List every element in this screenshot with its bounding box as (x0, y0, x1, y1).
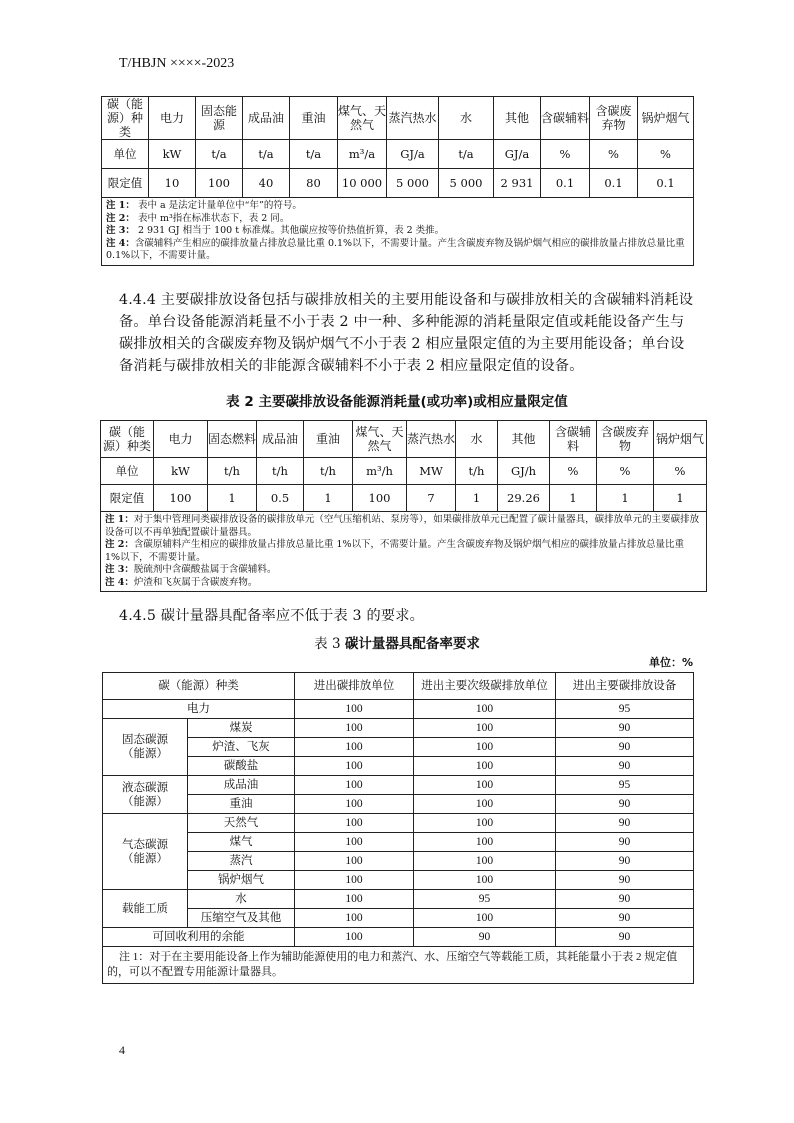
unit-cell: GJ/a (387, 140, 439, 169)
unit-cell: t/a (290, 140, 338, 169)
note-text: 含碳辅料产生相应的碳排放量占排放总量比重 0.1%以下，不需要计量。产生含碳废弃物及锅炉烟气相应的碳排放量占排放总量比重 0.1%以下，不需要计量。 (106, 237, 685, 261)
unit-cell: % (541, 140, 590, 169)
table-3-header-row (103, 673, 694, 700)
limit-cell: 100 (196, 169, 243, 198)
table-2-caption: 表 2 主要碳排放设备能源消耗量(或功率)或相应量限定值 (226, 394, 568, 410)
column-header: 水 (439, 97, 494, 140)
rate-cell: 95 (556, 700, 694, 719)
limit-cell: 5 000 (439, 169, 494, 198)
group-cell: 载能工质 (103, 890, 188, 928)
unit-cell: % (654, 458, 707, 485)
limit-cell: 1 (654, 485, 707, 512)
unit-cell: t/h (208, 458, 257, 485)
rate-cell: 90 (556, 928, 694, 947)
rate-cell: 100 (295, 814, 414, 833)
group-cell: 气态碳源（能源） (103, 814, 188, 890)
group-cell: 液态碳源（能源） (103, 776, 188, 814)
table-3-row (103, 795, 694, 814)
item-cell: 碳酸盐 (188, 757, 295, 776)
rate-cell: 100 (414, 757, 556, 776)
limit-cell: 10 (149, 169, 196, 198)
note-label: 注 3： (106, 225, 135, 236)
unit-cell: GJ/a (494, 140, 541, 169)
limit-cell: 100 (353, 485, 407, 512)
table-3-caption-prefix: 表 3 (314, 636, 345, 652)
limit-cell: 1 (304, 485, 353, 512)
table-3-row-waste-energy (103, 928, 694, 947)
rate-cell: 100 (295, 757, 414, 776)
note-label: 注 3： (105, 564, 134, 575)
column-header: 电力 (149, 97, 196, 140)
table-2-notes-row (101, 512, 707, 592)
table-3-row-electric (103, 700, 694, 719)
note-label: 注 2： (105, 539, 134, 550)
limit-cell: 0.1 (638, 169, 694, 198)
row-label: 限定值 (102, 169, 149, 198)
column-header: 电力 (154, 421, 208, 458)
column-header: 固态燃料 (208, 421, 257, 458)
table-3-row (103, 719, 694, 738)
limit-cell: 2 931 (494, 169, 541, 198)
row-label: 单位 (102, 140, 149, 169)
column-header: 含碳辅料 (541, 97, 590, 140)
table-1-limits-row (102, 169, 694, 198)
rate-cell: 100 (295, 852, 414, 871)
rate-cell: 100 (414, 852, 556, 871)
rate-cell: 100 (414, 719, 556, 738)
item-cell: 蒸汽 (188, 852, 295, 871)
column-header: 碳（能源）种类 (101, 421, 154, 458)
table-3-meter-rates (102, 672, 694, 984)
unit-cell: % (550, 458, 597, 485)
rate-cell: 100 (295, 833, 414, 852)
note-text: 表中 a 是法定计量单位中“年”的符号。 (134, 200, 302, 211)
limit-cell: 40 (243, 169, 290, 198)
group-cell: 固态碳源（能源） (103, 719, 188, 776)
note-label: 注 4： (106, 237, 135, 249)
rate-cell: 90 (414, 928, 556, 947)
rate-cell: 100 (414, 833, 556, 852)
paragraph-4-4-4: 4.4.4 主要碳排放设备包括与碳排放相关的主要用能设备和与碳排放相关的含碳辅料消耗设备。单台设备能源消耗量不小于表 2 中一种、多种能源的消耗量限定值或耗能设备产生与碳排放相关的含碳废弃物及锅炉烟气不小于表 2 相应量限定值的为主要用能设备；单台设备消耗与碳排放相关的非能源含碳辅料不小于表 2 相应量限定值的设备。 (119, 292, 694, 374)
table-3-row (103, 757, 694, 776)
table-1-notes (102, 198, 694, 266)
note-line (105, 539, 702, 564)
unit-cell: m³/a (338, 140, 387, 169)
column-header: 进出主要次级碳排放单位 (414, 673, 556, 700)
column-header: 碳（能源）种类 (103, 673, 295, 700)
note-label: 注 4： (105, 576, 134, 588)
limit-cell: 80 (290, 169, 338, 198)
note-line (105, 514, 702, 539)
rate-cell: 100 (295, 719, 414, 738)
table-3-caption (0, 632, 794, 652)
table-3-unit: 单位：% (648, 656, 693, 669)
rate-cell: 95 (556, 776, 694, 795)
rate-cell: 100 (414, 871, 556, 890)
unit-cell: kW (149, 140, 196, 169)
column-header: 锅炉烟气 (638, 97, 694, 140)
column-header: 煤气、天然气 (353, 421, 407, 458)
rate-cell: 90 (556, 871, 694, 890)
table-1-energy-limits (101, 96, 694, 266)
unit-cell: m³/h (353, 458, 407, 485)
unit-cell: kW (154, 458, 208, 485)
column-header: 进出碳排放单位 (295, 673, 414, 700)
column-header: 含碳辅料 (550, 421, 597, 458)
limit-cell: 29.26 (498, 485, 550, 512)
rate-cell: 100 (295, 890, 414, 909)
table-3-row (103, 776, 694, 795)
limit-cell: 7 (407, 485, 456, 512)
column-header: 重油 (304, 421, 353, 458)
column-header: 成品油 (257, 421, 304, 458)
note-label: 注 2： (106, 212, 135, 224)
note-label: 注 1： (106, 200, 135, 211)
unit-cell: t/h (304, 458, 353, 485)
note-line (106, 225, 689, 238)
limit-cell: 1 (456, 485, 498, 512)
limit-cell: 10 000 (338, 169, 387, 198)
note-line (105, 577, 702, 590)
note-line (105, 564, 702, 577)
unit-cell: t/h (456, 458, 498, 485)
unit-cell: % (590, 140, 638, 169)
row-label: 限定值 (101, 485, 154, 512)
table-1-units-row (102, 140, 694, 169)
note-label: 注 1： (105, 514, 134, 525)
column-header: 固态能源 (196, 97, 243, 140)
column-header: 碳（能源）种类 (102, 97, 149, 140)
rate-cell: 100 (414, 795, 556, 814)
limit-cell: 1 (550, 485, 597, 512)
rate-cell: 100 (414, 700, 556, 719)
category-cell: 电力 (103, 700, 295, 719)
limit-cell: 0.5 (257, 485, 304, 512)
table-3-note: 注 1：对于在主要用能设备上作为辅助能源使用的电力和蒸汽、水、压缩空气等载能工质，其耗能量小于表 2 规定值的，可以不配置专用能源计量器具。 (103, 947, 694, 984)
document-id: T/HBJN ××××-2023 (119, 56, 235, 71)
limit-cell: 5 000 (387, 169, 439, 198)
item-cell: 煤炭 (188, 719, 295, 738)
item-cell: 水 (188, 890, 295, 909)
unit-cell: % (597, 458, 654, 485)
table-3-caption-text: 碳计量器具配备率要求 (344, 636, 480, 652)
category-cell: 可回收利用的余能 (103, 928, 295, 947)
note-line (106, 200, 689, 213)
rate-cell: 100 (295, 795, 414, 814)
column-header: 锅炉烟气 (654, 421, 707, 458)
column-header: 重油 (290, 97, 338, 140)
column-header: 成品油 (243, 97, 290, 140)
limit-cell: 1 (208, 485, 257, 512)
note-text: 表中 m³指在标准状态下，表 2 同。 (134, 212, 290, 224)
rate-cell: 90 (556, 795, 694, 814)
rate-cell: 100 (414, 776, 556, 795)
unit-cell: t/a (243, 140, 290, 169)
rate-cell: 90 (556, 757, 694, 776)
note-text: 对于集中管理同类碳排放设备的碳排放单元（空气压缩机站、泵房等），如果碳排放单元已配置了碳计量器具，碳排放单元的主要碳排放设备可以不再单独配置碳计量器具。 (105, 514, 700, 538)
note-line (106, 238, 689, 263)
table-2-units-row (101, 458, 707, 485)
table-2-equipment-limits (100, 420, 707, 592)
rate-cell: 90 (556, 852, 694, 871)
limit-cell: 0.1 (541, 169, 590, 198)
limit-cell: 0.1 (590, 169, 638, 198)
table-3-row (103, 738, 694, 757)
item-cell: 天然气 (188, 814, 295, 833)
unit-cell: t/a (196, 140, 243, 169)
rate-cell: 100 (414, 814, 556, 833)
page-number: 4 (119, 1043, 125, 1057)
unit-cell: GJ/h (498, 458, 550, 485)
table-3-row (103, 871, 694, 890)
table-3-row (103, 890, 694, 909)
rate-cell: 100 (295, 909, 414, 928)
table-3-row (103, 833, 694, 852)
item-cell: 成品油 (188, 776, 295, 795)
rate-cell: 100 (295, 700, 414, 719)
row-label: 单位 (101, 458, 154, 485)
table-3-notes-row (103, 947, 694, 984)
rate-cell: 95 (414, 890, 556, 909)
unit-cell: % (638, 140, 694, 169)
item-cell: 锅炉烟气 (188, 871, 295, 890)
rate-cell: 100 (295, 738, 414, 757)
item-cell: 煤气 (188, 833, 295, 852)
column-header: 煤气、天然气 (338, 97, 387, 140)
table-1-header-row (102, 97, 694, 140)
rate-cell: 100 (295, 928, 414, 947)
unit-cell: MW (407, 458, 456, 485)
table-2-header-row (101, 421, 707, 458)
table-2-limits-row (101, 485, 707, 512)
rate-cell: 90 (556, 909, 694, 928)
rate-cell: 100 (295, 871, 414, 890)
column-header: 蒸汽热水 (387, 97, 439, 140)
column-header: 含碳废弃物 (597, 421, 654, 458)
rate-cell: 90 (556, 890, 694, 909)
note-text: 2 931 GJ 相当于 100 t 标准煤。其他碳应按等价热值折算，表 2 类推。 (134, 225, 445, 236)
rate-cell: 90 (556, 738, 694, 757)
table-3-row (103, 814, 694, 833)
paragraph-4-4-5: 4.4.5 碳计量器具配备率应不低于表 3 的要求。 (119, 608, 425, 624)
unit-cell: t/h (257, 458, 304, 485)
rate-cell: 100 (295, 776, 414, 795)
rate-cell: 100 (414, 909, 556, 928)
column-header: 含碳废弃物 (590, 97, 638, 140)
column-header: 蒸汽热水 (407, 421, 456, 458)
table-3-row (103, 909, 694, 928)
column-header: 其他 (498, 421, 550, 458)
column-header: 进出主要碳排放设备 (556, 673, 694, 700)
rate-cell: 100 (414, 738, 556, 757)
note-text: 脱硫剂中含碳酸盐属于含碳辅料。 (133, 564, 277, 575)
item-cell: 重油 (188, 795, 295, 814)
rate-cell: 90 (556, 833, 694, 852)
limit-cell: 100 (154, 485, 208, 512)
column-header: 其他 (494, 97, 541, 140)
note-line (106, 213, 689, 226)
table-1-notes-row (102, 198, 694, 266)
note-text: 炉渣和飞灰属于含碳废弃物。 (133, 576, 258, 588)
table-2-notes (101, 512, 707, 592)
note-text: 含碳原辅料产生相应的碳排放量占排放总量比重 1%以下，不需要计量。产生含碳废弃物及锅炉烟气相应的碳排放量占排放总量比重 1%以下，不需要计量。 (105, 539, 685, 563)
item-cell: 压缩空气及其他 (188, 909, 295, 928)
column-header: 水 (456, 421, 498, 458)
item-cell: 炉渣、飞灰 (188, 738, 295, 757)
limit-cell: 1 (597, 485, 654, 512)
table-3-row (103, 852, 694, 871)
rate-cell: 90 (556, 814, 694, 833)
rate-cell: 90 (556, 719, 694, 738)
unit-cell: t/a (439, 140, 494, 169)
